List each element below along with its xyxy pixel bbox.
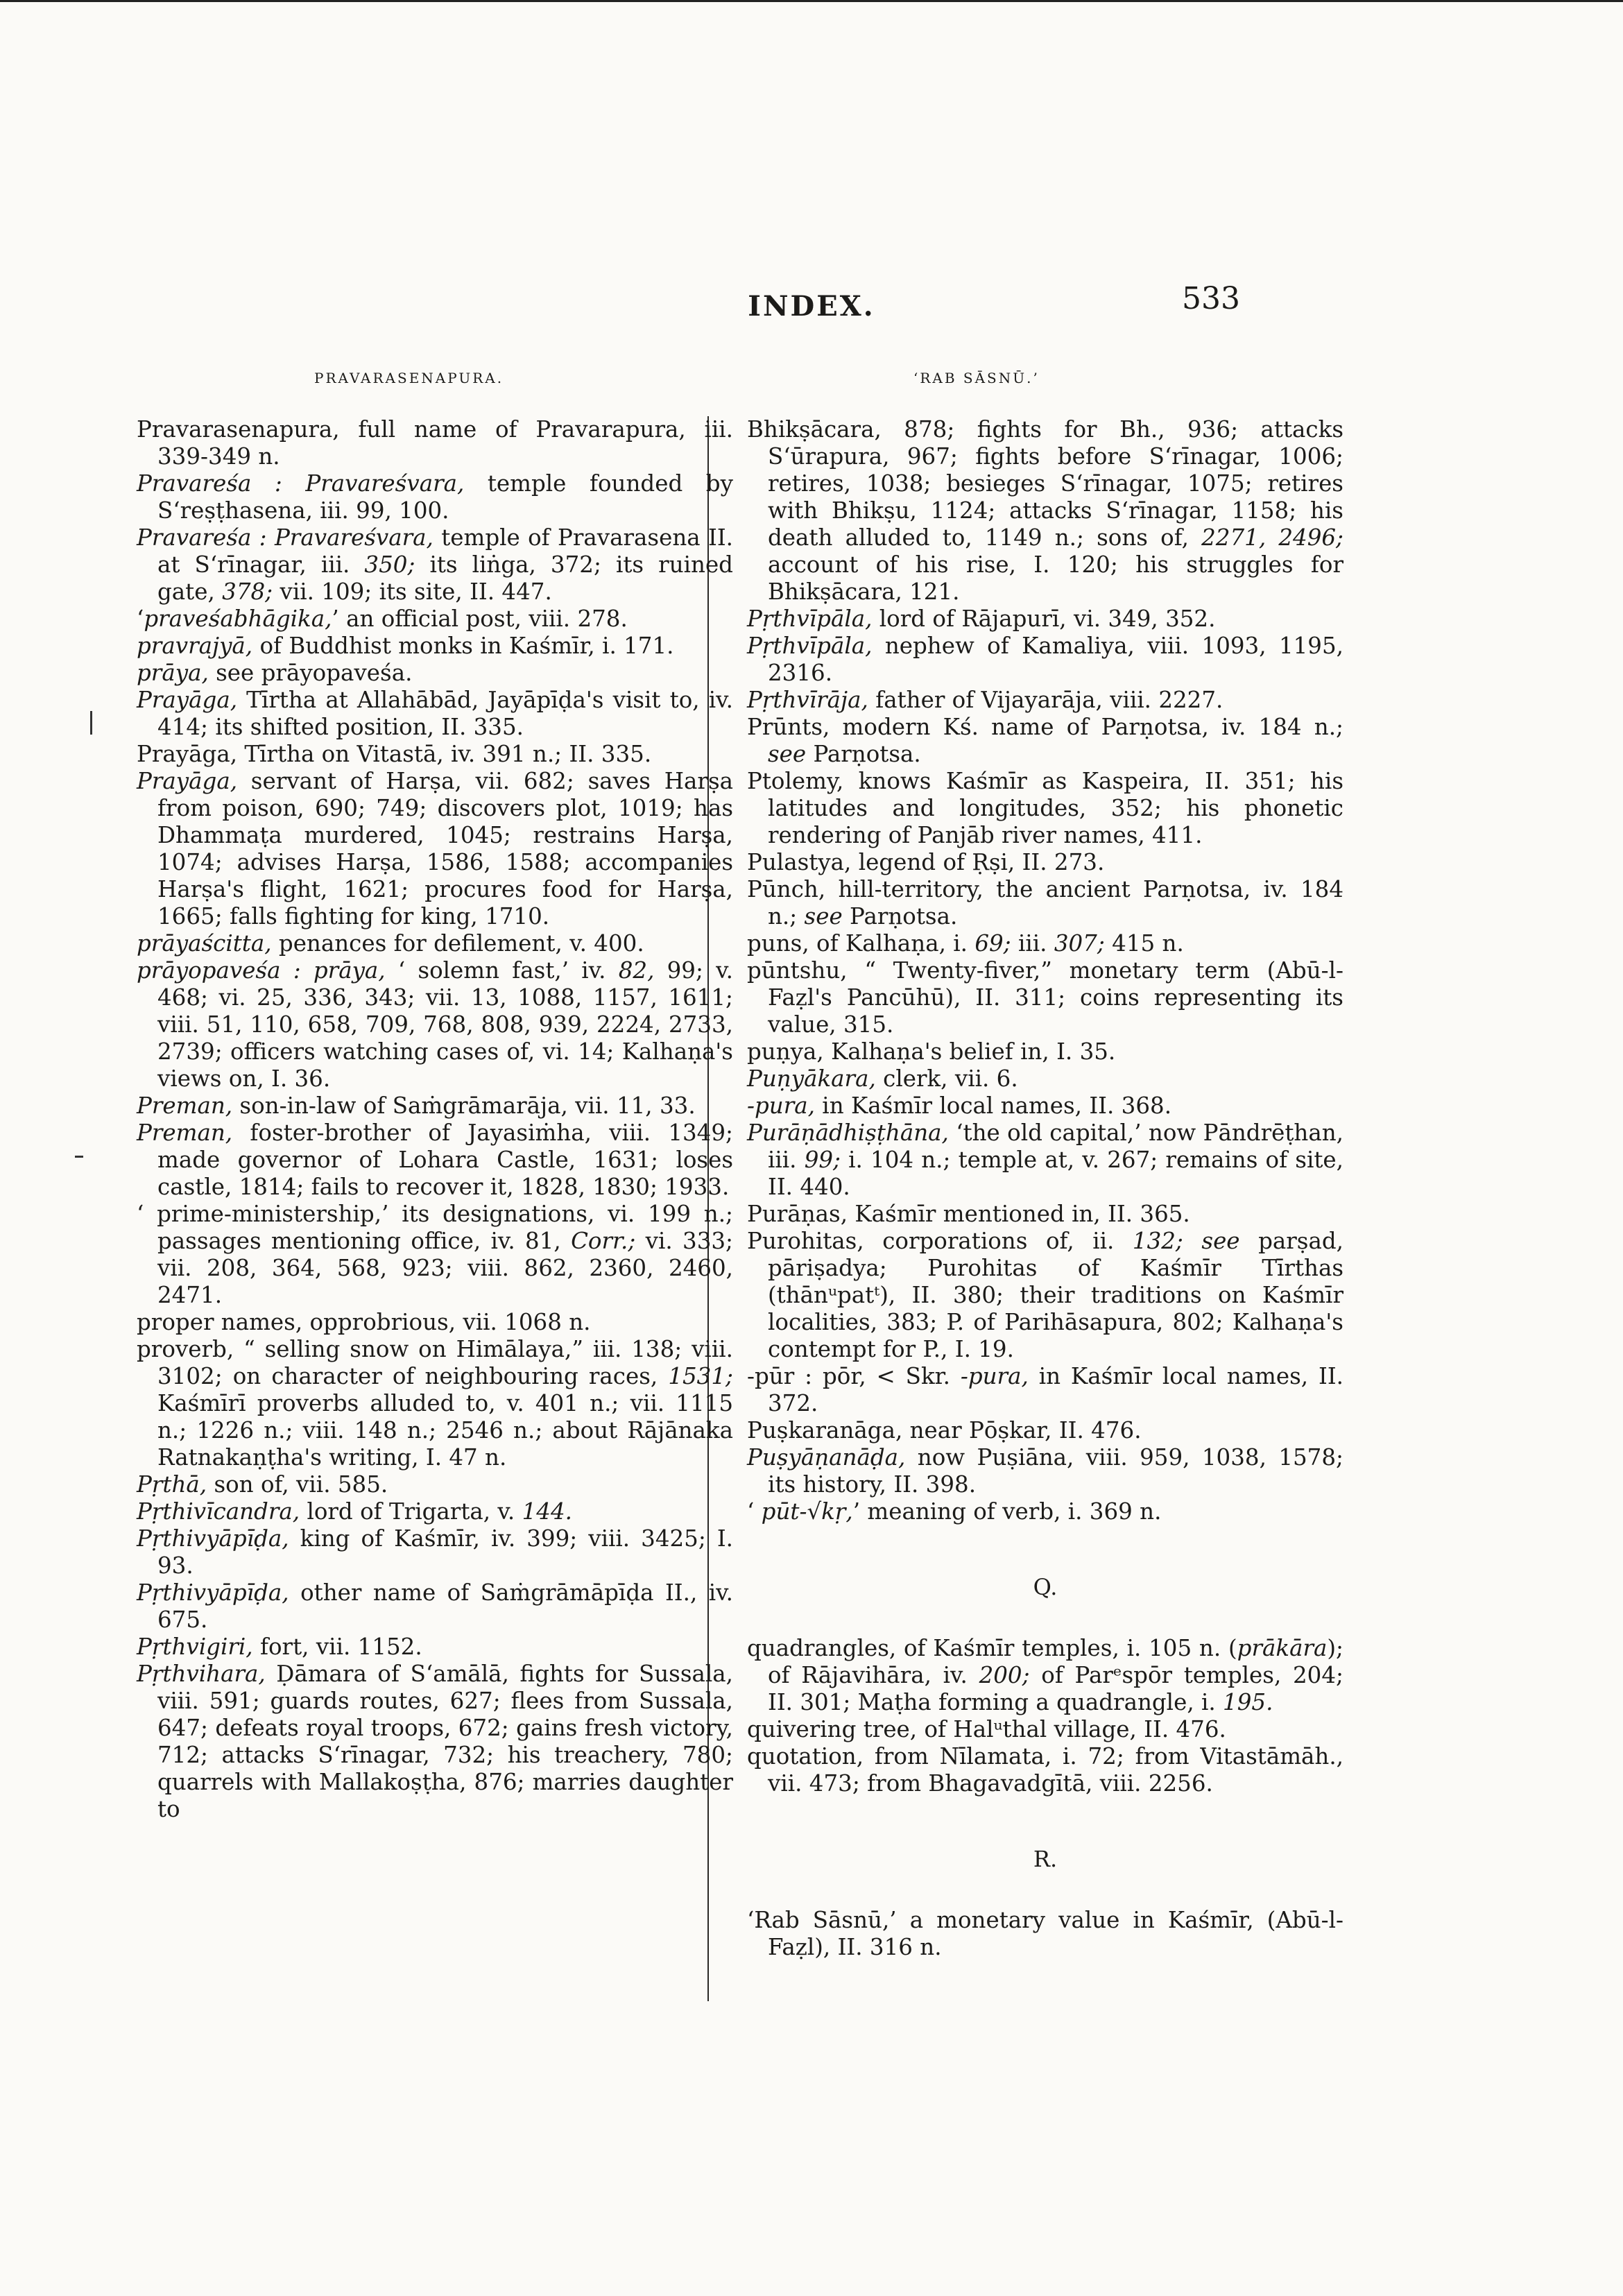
index-entry: proper names, opprobrious, vii. 1068 n. xyxy=(137,1309,591,1335)
section-r-entries xyxy=(747,1907,1343,1961)
section-letter-r: R. xyxy=(1033,1846,1058,1872)
index-entry: Bhikṣācara, 878; fights for Bh., 936; attacks S‘ūrapura, 967; fights before S‘rīnagar, 1006; retires, 1038; besieges S‘rīnagar, 1075; retires with Bhikṣu, 1124; attacks S‘rīnagar, 1158; his death alluded to, 1149 n.; sons of, 2271, 2496; account of his rise, I. 120; his struggles for Bhikṣācara, 121. xyxy=(747,416,1344,605)
index-entry: ‘ pūt-√kṛ,’ meaning of verb, i. 369 n. xyxy=(747,1498,1162,1525)
index-entry: puṇya, Kalhaṇa's belief in, I. 35. xyxy=(747,1038,1116,1065)
index-entry: Ptolemy, knows Kaśmīr as Kaspeira, II. 351; his latitudes and longitudes, 352; his phonetic rendering of Panjāb river names, 411. xyxy=(747,768,1343,848)
index-entry: Pṛthā, son of, vii. 585. xyxy=(137,1471,388,1498)
index-entry: Preman, son-in-law of Saṁgrāmarāja, vii. 11, 33. xyxy=(137,1093,696,1119)
index-entry: Prayāga, Tīrtha at Allahābād, Jayāpīḍa's visit to, iv. 414; its shifted position, II. 335. xyxy=(137,687,733,740)
index-entry: Pravareśa : Pravareśvara, temple founded by S‘reṣṭhasena, iii. 99, 100. xyxy=(137,470,733,524)
index-entry: Pṛthivyāpīḍa, other name of Saṁgrāmāpīḍa II., iv. 675. xyxy=(137,1579,733,1633)
section-letter-q: Q. xyxy=(1033,1574,1058,1600)
left-column xyxy=(137,416,733,1823)
index-entry: Pṛthivīcandra, lord of Trigarta, v. 144. xyxy=(137,1498,572,1525)
index-entry: Pūnch, hill-territory, the ancient Parṇotsa, iv. 184 n.; see Parṇotsa. xyxy=(747,876,1343,929)
index-entry: Purāṇas, Kaśmīr mentioned in, II. 365. xyxy=(747,1201,1190,1227)
index-entry: -pura, in Kaśmīr local names, II. 368. xyxy=(747,1093,1172,1119)
right-column-heading: ‘RAB SĀSNŪ.’ xyxy=(913,370,1040,386)
index-entry: proverb, “ selling snow on Himālaya,” iii. 138; viii. 3102; on character of neighbouring races, 1531; Kaśmīrī proverbs alluded to, v. 401 n.; vii. 1115 n.; 1226 n.; viii. 148 n.; 2546 n.; about Rājānaka Ratnakaṇṭha's writing, I. 47 n. xyxy=(137,1336,733,1471)
index-entry: ‘Rab Sāsnū,’ a monetary value in Kaśmīr, (Abū-l-Faẓl), II. 316 n. xyxy=(747,1907,1343,1960)
index-entry: quadrangles, of Kaśmīr temples, i. 105 n. (prākāra); of Rājavihāra, iv. 200; of Parᵉspōr temples, 204; II. 301; Maṭha forming a quadrangle, i. 195. xyxy=(747,1635,1343,1715)
index-entry: Pṛthvīpāla, nephew of Kamaliya, viii. 1093, 1195, 2316. xyxy=(747,633,1343,686)
index-entry: Pṛthvīpāla, lord of Rājapurī, vi. 349, 352. xyxy=(747,606,1216,632)
page-title: INDEX. xyxy=(748,290,875,323)
index-entry: puns, of Kalhaṇa, i. 69; iii. 307; 415 n. xyxy=(747,930,1184,957)
index-entry: Puṇyākara, clerk, vii. 6. xyxy=(747,1065,1018,1092)
index-entry: Prayāga, servant of Harṣa, vii. 682; saves Harṣa from poison, 690; 749; discovers plot, 1019; has Dhammaṭa murdered, 1045; restrains Harṣa, 1074; advises Harṣa, 1586, 1588; accompanies Harṣa's flight, 1621; procures food for Harṣa, 1665; falls fighting for king, 1710. xyxy=(137,768,733,929)
index-entry: Pṛthvigiri, fort, vii. 1152. xyxy=(137,1634,422,1660)
index-entry: Preman, foster-brother of Jayasiṁha, viii. 1349; made governor of Lohara Castle, 1631; loses castle, 1814; fails to recover it, 1828, 1830; 1933. xyxy=(137,1120,733,1200)
index-entry: Pṛthvīrāja, father of Vijayarāja, viii. 2227. xyxy=(747,687,1223,713)
index-entry: quivering tree, of Halᵘthal village, II. 476. xyxy=(747,1716,1226,1742)
margin-mark-dash xyxy=(75,1156,83,1158)
index-entry: prāya, see prāyopaveśa. xyxy=(137,660,413,686)
section-q-entries xyxy=(747,1635,1343,1797)
index-entry: Purohitas, corporations of, ii. 132; see parṣad, pāriṣadya; Purohitas of Kaśmīr Tīrthas (thānᵘpatᵗ), II. 380; their traditions on Kaśmīr localities, 383; P. of Parihāsapura, 802; Kalhaṇa's contempt for P., I. 19. xyxy=(747,1228,1343,1362)
index-entry: pūntshu, “ Twenty-fiver,” monetary term (Abū-l-Faẓl's Pancūhū), II. 311; coins representing its value, 315. xyxy=(747,957,1343,1038)
index-entry: Purāṇādhiṣṭhāna, ‘the old capital,’ now Pāndrēṭhan, iii. 99; i. 104 n.; temple at, v. 267; remains of site, II. 440. xyxy=(747,1120,1343,1200)
index-entry: pravrajyā, of Buddhist monks in Kaśmīr, i. 171. xyxy=(137,633,674,659)
left-column-heading: PRAVARASENAPURA. xyxy=(314,370,504,386)
page-number: 533 xyxy=(1182,281,1240,316)
index-entry: Puṣyāṇanāḍa, now Puṣiāna, viii. 959, 1038, 1578; its history, II. 398. xyxy=(747,1444,1343,1498)
index-entry: Pulastya, legend of Ṛṣi, II. 273. xyxy=(747,849,1105,875)
right-column-entries xyxy=(747,416,1343,1525)
index-entry: -pūr : pōr, < Skr. -pura, in Kaśmīr local names, II. 372. xyxy=(747,1363,1344,1416)
index-entry: Puṣkaranāga, near Pōṣkar, II. 476. xyxy=(747,1417,1142,1443)
margin-mark xyxy=(90,711,92,735)
index-entry: Pṛthvihara, Ḍāmara of S‘amālā, fights for Sussala, viii. 591; guards routes, 627; flees from Sussala, 647; defeats royal troops, 672; gains fresh victory, 712; attacks S‘rīnagar, 732; his treachery, 780; quarrels with Mallakoṣṭha, 876; marries daughter to xyxy=(137,1661,733,1822)
index-entry: Prūnts, modern Kś. name of Parṇotsa, iv. 184 n.; see Parṇotsa. xyxy=(747,714,1343,767)
index-entry: Prayāga, Tīrtha on Vitastā, iv. 391 n.; II. 335. xyxy=(137,741,652,767)
index-entry: prāyaścitta, penances for defilement, v. 400. xyxy=(137,930,644,957)
index-entry: Pṛthivyāpīḍa, king of Kaśmīr, iv. 399; viii. 3425; I. 93. xyxy=(137,1525,733,1579)
top-edge-rule xyxy=(0,0,1623,2)
index-entry: ‘praveśabhāgika,’ an official post, viii. 278. xyxy=(137,606,628,632)
index-entry: ‘ prime-ministership,’ its designations, vi. 199 n.; passages mentioning office, iv. 81, Corr.; vi. 333; vii. 208, 364, 568, 923; viii. 862, 2360, 2460, 2471. xyxy=(137,1201,733,1308)
index-entry: quotation, from Nīlamata, i. 72; from Vitastāmāh., vii. 473; from Bhagavadgītā, viii. 2256. xyxy=(747,1743,1343,1797)
index-entry: Pravareśa : Pravareśvara, temple of Pravarasena II. at S‘rīnagar, iii. 350; its liṅga, 372; its ruined gate, 378; vii. 109; its site, II. 447. xyxy=(137,524,733,605)
index-entry: prāyopaveśa : prāya, ‘ solemn fast,’ iv. 82, 99; v. 468; vi. 25, 336, 343; vii. 13, 1088, 1157, 1611; viii. 51, 110, 658, 709, 768, 808, 939, 2224, 2733, 2739; officers watching cases of, vi. 14; Kalhaṇa's views on, I. 36. xyxy=(137,957,733,1092)
right-column xyxy=(747,416,1343,1961)
index-entry: Pravarasenapura, full name of Pravarapura, iii. 339-349 n. xyxy=(137,416,733,470)
